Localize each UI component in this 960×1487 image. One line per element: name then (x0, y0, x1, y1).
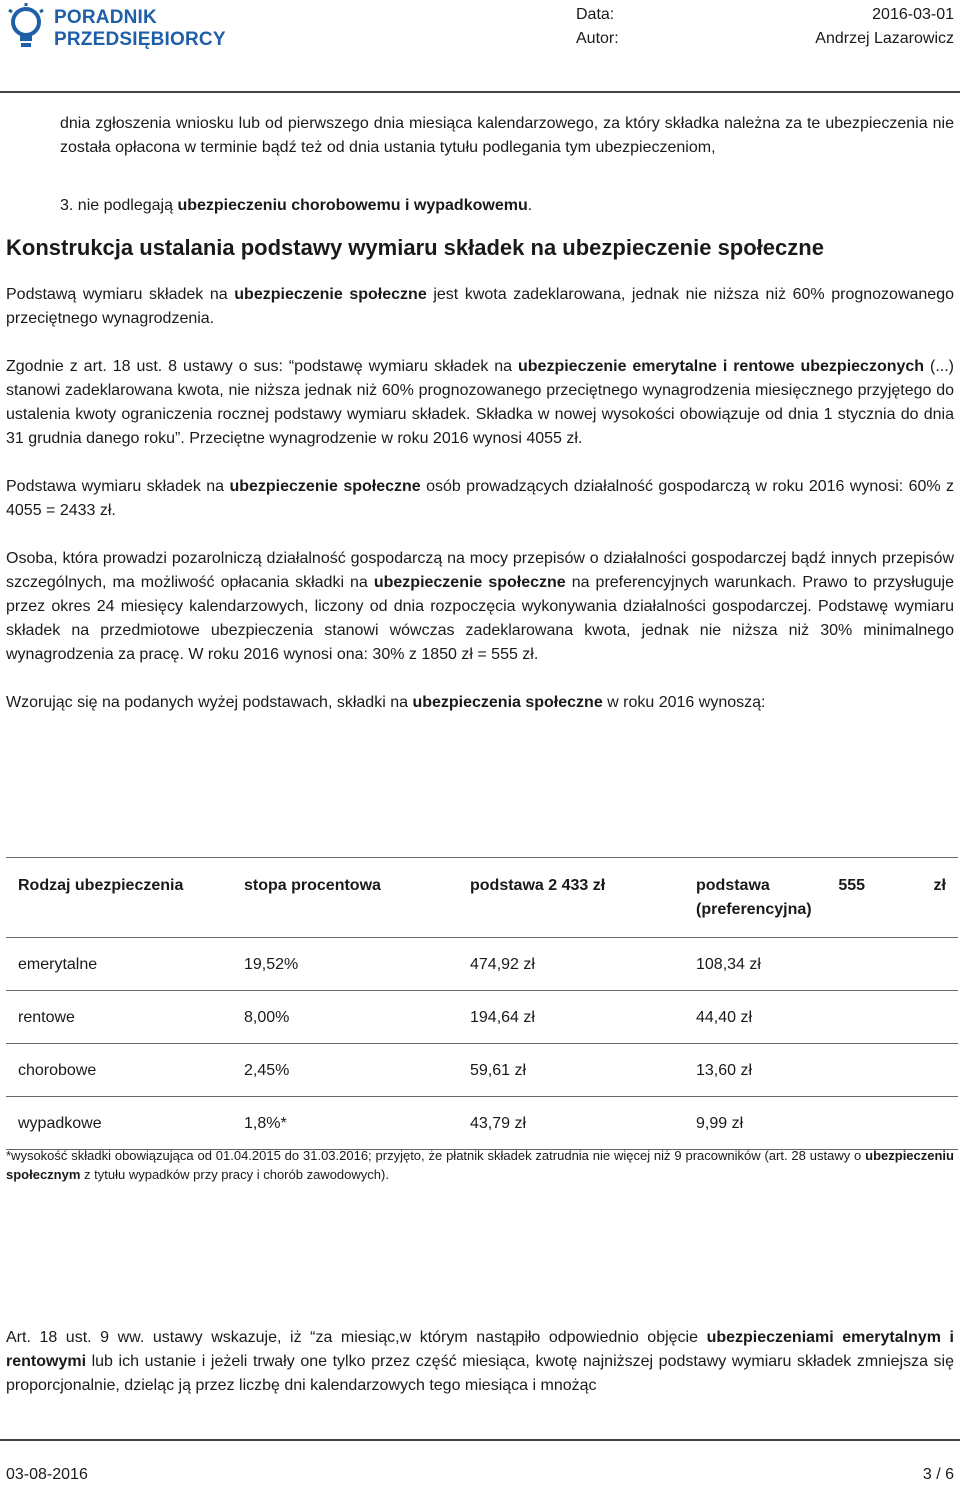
text: z tytułu wypadków przy pracy i chorób zawodowych). (80, 1167, 389, 1182)
logo-line1: PORADNIK (54, 7, 157, 28)
table-cell: emerytalne (6, 938, 232, 991)
table-cell: 2,45% (232, 1044, 458, 1097)
paragraph (6, 691, 954, 715)
header-word: 555 (838, 877, 866, 894)
table-row (6, 991, 958, 1044)
footer-date: 03-08-2016 (6, 1466, 88, 1483)
table-row (6, 938, 958, 991)
table-cell: 43,79 zł (458, 1097, 684, 1150)
logo (6, 2, 226, 58)
table-row (6, 1044, 958, 1097)
lightbulb-icon (6, 2, 50, 54)
date-label: Data: (576, 6, 615, 23)
column-header: Rodzaj ubezpieczenia (6, 858, 232, 938)
column-header: stopa procentowa (232, 858, 458, 938)
text: 3. nie podlegają (60, 197, 178, 214)
text: w roku 2016 wynoszą: (602, 694, 766, 711)
table-cell: 59,61 zł (458, 1044, 684, 1097)
header-divider (0, 91, 960, 93)
text: Osoba, która prowadzi pozarolniczą działalność gospodarczą na mocy przepisów o działalności gospodarczej bądź innych przepisów szczególnych, ma możliwość opłacania składki na (6, 550, 954, 591)
paragraph-continuation: dnia zgłoszenia wniosku lub od pierwszego dnia miesiąca kalendarzowego, za który składka należna za te ubezpieczenia nie została opłacona w terminie bądź też od dnia ustania tytułu podlegania tym ubezpieczeniom, (60, 115, 954, 156)
text: Zgodnie z art. 18 ust. 8 ustawy o sus: “podstawę wymiaru składek na (6, 358, 518, 375)
text: (...) stanowi zadeklarowana kwota, nie niższa jednak niż 60% prognozowanego przeciętnego wynagrodzenia miesięcznego przyjętego do ustalenia kwoty ograniczenia rocznej podstawy wymiaru składek. Składka w nowej wysokości obowiązuje od dnia 1 stycznia do dnia 31 grudnia danego roku”. Przeciętne wynagrodzenie w roku 2016 wynosi 4055 zł. (6, 358, 954, 447)
text: Art. 18 ust. 9 ww. ustawy wskazuje, iż “za miesiąc,w którym nastąpiło odpowiednio objęcie (6, 1329, 707, 1346)
text: lub ich ustanie i jeżeli trwały one tylko przez część miesiąca, kwotę najniższej podstawy wymiaru składek zmniejsza się proporcjonalnie, dzieląc ją przez liczbę dni kalendarzowych tego miesiąca i mnożąc (6, 1353, 954, 1394)
column-header: podstawa 2 433 zł (458, 858, 684, 938)
bold-text: ubezpieczenie emerytalne i rentowe ubezpieczonych (518, 358, 925, 375)
header-word: zł (933, 877, 946, 894)
logo-line2: PRZEDSIĘBIORCY (54, 29, 226, 50)
header-word: (preferencyjna) (696, 901, 812, 918)
table-cell: 9,99 zł (684, 1097, 958, 1150)
paragraph (6, 355, 954, 451)
paragraph (6, 1326, 954, 1398)
bold-text: ubezpieczenie społeczne (229, 478, 421, 495)
bold-text: ubezpieczenie społeczne (373, 574, 566, 591)
paragraph (6, 547, 954, 667)
author-label: Autor: (576, 30, 619, 47)
text: osób prowadzących działalność gospodarczą w roku 2016 wynosi: 60% z 4055 = 2433 zł. (6, 478, 955, 519)
paragraph (6, 475, 954, 523)
text: jest kwota zadeklarowana, jednak nie niższa niż 60% prognozowanego przeciętnego wynagrodzenia. (6, 286, 954, 327)
header-word: podstawa (696, 877, 770, 894)
page-header (0, 0, 960, 92)
table-footnote (6, 1146, 954, 1184)
table-cell: 44,40 zł (684, 991, 958, 1044)
table-cell: 194,64 zł (458, 991, 684, 1044)
text: *wysokość składki obowiązująca od 01.04.2015 do 31.03.2016; przyjęto, że płatnik składek zatrudnia nie więcej niż 9 pracowników (art. 28 ustawy o (6, 1148, 866, 1163)
bold-text: ubezpieczenie społeczne (234, 286, 427, 303)
table-cell: 13,60 zł (684, 1044, 958, 1097)
text: . (527, 197, 533, 214)
author-value: Andrzej Lazarowicz (815, 30, 954, 47)
table-cell: rentowe (6, 991, 232, 1044)
paragraph (6, 283, 954, 331)
table-cell: 474,92 zł (458, 938, 684, 991)
contribution-table (6, 857, 958, 1150)
table-header-row (6, 858, 958, 938)
table-row (6, 1097, 958, 1150)
bold-text: ubezpieczenia społeczne (412, 694, 603, 711)
table-cell: 19,52% (232, 938, 458, 991)
bold-text: ubezpieczeniu chorobowemu i wypadkowemu (177, 197, 528, 214)
bold-text: ubezpieczeniu społecznym (6, 1148, 954, 1182)
page-number: 3 / 6 (922, 1466, 954, 1483)
table-cell: wypadkowe (6, 1097, 232, 1150)
column-header (684, 858, 958, 938)
date-value: 2016-03-01 (872, 6, 954, 23)
list-item-3 (6, 194, 954, 218)
article-body (6, 112, 954, 715)
text: Podstawą wymiaru składek na (6, 286, 235, 303)
bold-text: ubezpieczeniami emerytalnym i rentowymi (6, 1329, 954, 1370)
table-cell: 8,00% (232, 991, 458, 1044)
text: Podstawa wymiaru składek na (6, 478, 230, 495)
section-heading: Konstrukcja ustalania podstawy wymiaru składek na ubezpieczenie społeczne (6, 235, 824, 260)
text: na preferencyjnych warunkach. Prawo to przysługuje przez okres 24 miesięcy kalendarzowych, liczony od dnia rozpoczęcia wykonywania działalności gospodarczej. Podstawę wymiaru składek na przedmiotowe ubezpieczenia stanowi wówczas zadeklarowana kwota, jednak nie niższa niż 30% minimalnego wynagrodzenia za pracę. W roku 2016 wynosi ona: 30% z 1850 zł = 555 zł. (6, 574, 955, 663)
footer-divider (0, 1439, 960, 1441)
table-cell: 1,8%* (232, 1097, 458, 1150)
text: Wzorując się na podanych wyżej podstawach, składki na (6, 694, 413, 711)
table-cell: chorobowe (6, 1044, 232, 1097)
table-cell: 108,34 zł (684, 938, 958, 991)
